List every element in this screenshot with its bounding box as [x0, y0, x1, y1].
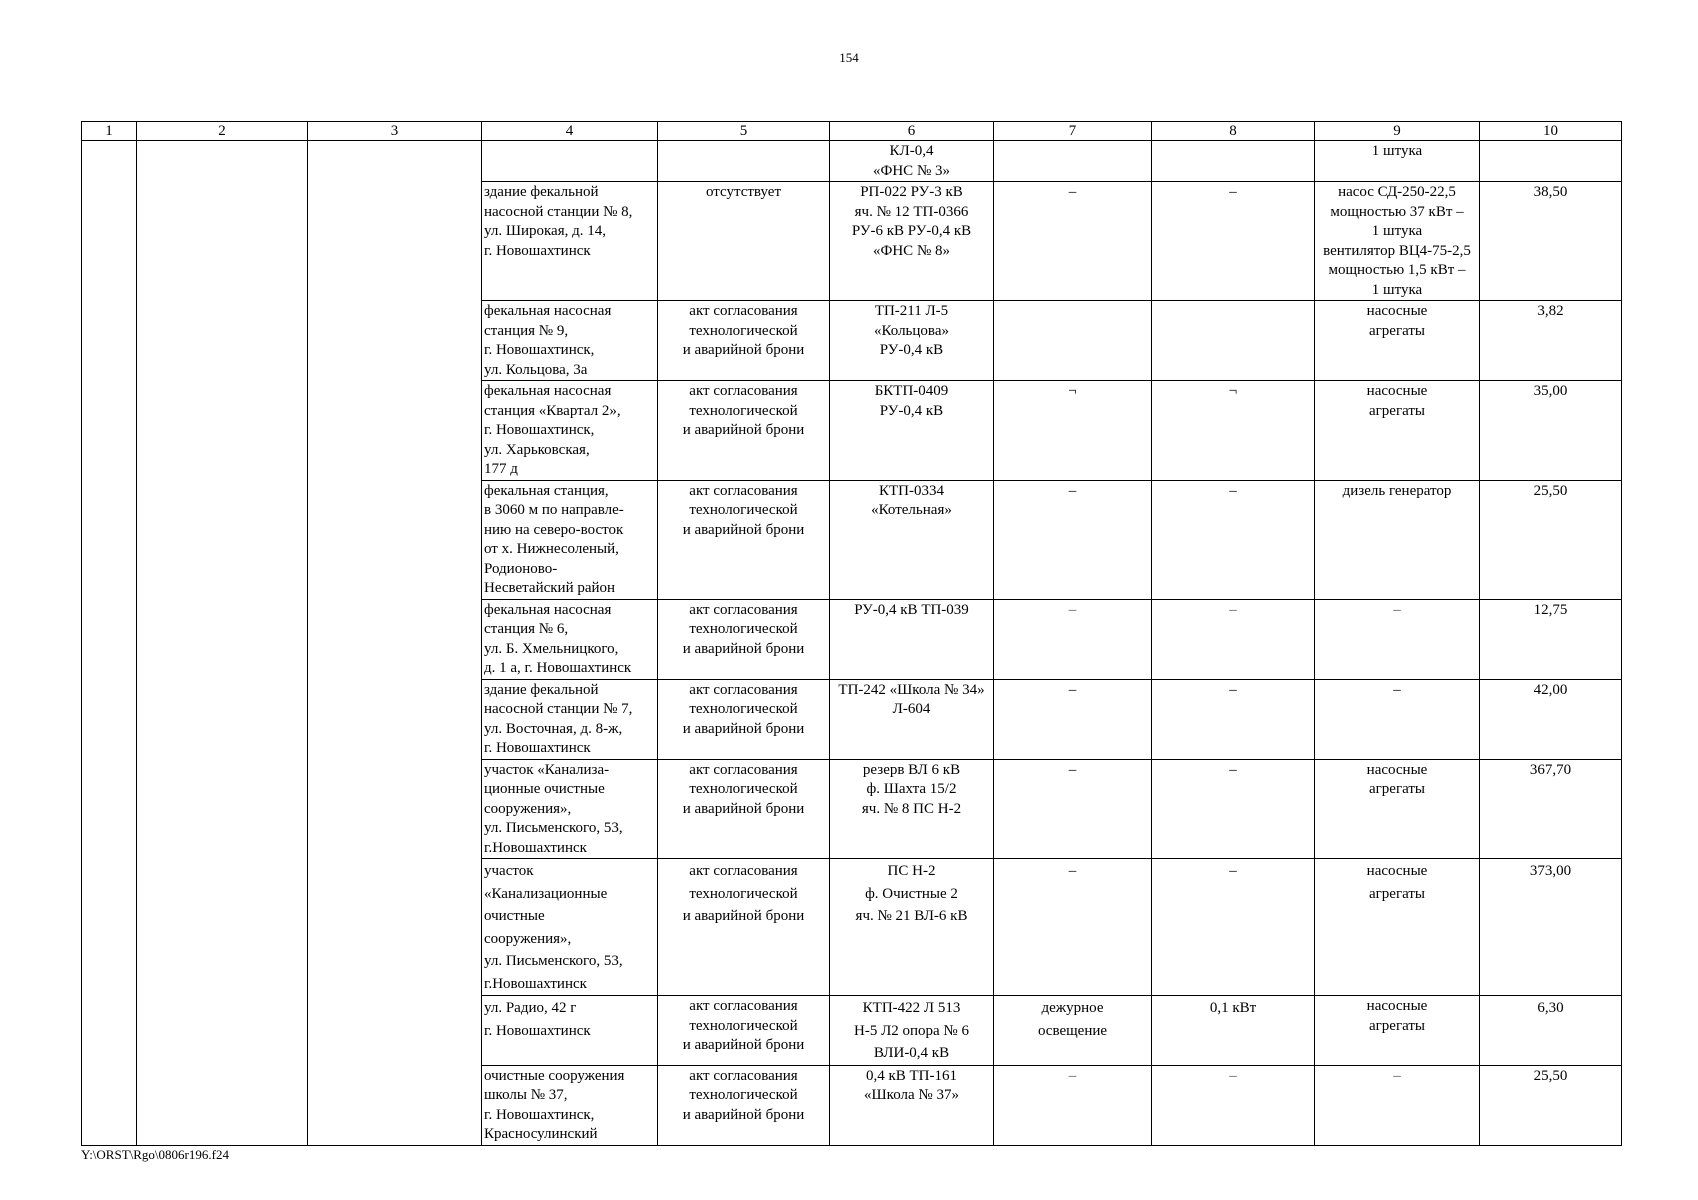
cell-equipment: насосные агрегаты — [1315, 859, 1480, 996]
cell-load: 367,70 — [1480, 759, 1622, 859]
cell-power-source: КЛ-0,4 «ФНС № 3» — [830, 141, 994, 182]
cell-col8 — [1152, 141, 1315, 182]
cell-col2 — [137, 141, 308, 1146]
column-header-1: 1 — [82, 122, 137, 141]
cell-col7: – — [994, 599, 1152, 679]
cell-power-source: РП-022 РУ-3 кВ яч. № 12 ТП-0366 РУ-6 кВ РУ-0,4 кВ «ФНС № 8» — [830, 182, 994, 301]
cell-col7: ¬ — [994, 381, 1152, 481]
column-header-10: 10 — [1480, 122, 1622, 141]
cell-power-source: ПС Н-2 ф. Очистные 2 яч. № 21 ВЛ-6 кВ — [830, 859, 994, 996]
cell-equipment: насосные агрегаты — [1315, 759, 1480, 859]
cell-object: фекальная насосная станция № 9, г. Новошахтинск, ул. Кольцова, 3а — [482, 301, 658, 381]
cell-object: участок «Канализационные очистные сооружения», ул. Письменского, 53, г.Новошахтинск — [482, 859, 658, 996]
cell-document — [658, 141, 830, 182]
cell-load: 25,50 — [1480, 1065, 1622, 1145]
cell-equipment: насосные агрегаты — [1315, 381, 1480, 481]
cell-object: фекальная насосная станция «Квартал 2», г. Новошахтинск, ул. Харьковская, 177 д — [482, 381, 658, 481]
table-header — [82, 122, 1622, 141]
column-header-8: 8 — [1152, 122, 1315, 141]
cell-object: фекальная насосная станция № 6, ул. Б. Хмельницкого, д. 1 а, г. Новошахтинск — [482, 599, 658, 679]
cell-load — [1480, 141, 1622, 182]
cell-equipment: – — [1315, 599, 1480, 679]
cell-document: акт согласования технологической и аварийной брони — [658, 1065, 830, 1145]
cell-col8: – — [1152, 182, 1315, 301]
cell-load: 35,00 — [1480, 381, 1622, 481]
column-header-4: 4 — [482, 122, 658, 141]
cell-col7: дежурное освещение — [994, 996, 1152, 1066]
cell-load: 38,50 — [1480, 182, 1622, 301]
cell-power-source: ТП-242 «Школа № 34» Л-604 — [830, 679, 994, 759]
cell-col7: – — [994, 679, 1152, 759]
cell-col7: – — [994, 859, 1152, 996]
column-header-2: 2 — [137, 122, 308, 141]
cell-equipment: 1 штука — [1315, 141, 1480, 182]
cell-col7 — [994, 141, 1152, 182]
table-row — [82, 141, 1622, 182]
cell-document: акт согласования технологической и аварийной брони — [658, 679, 830, 759]
cell-col8: 0,1 кВт — [1152, 996, 1315, 1066]
cell-col8: – — [1152, 1065, 1315, 1145]
cell-load: 3,82 — [1480, 301, 1622, 381]
cell-equipment: насос СД-250-22,5 мощностью 37 кВт – 1 штука вентилятор ВЦ4-75-2,5 мощностью 1,5 кВт – 1 штука — [1315, 182, 1480, 301]
cell-power-source: РУ-0,4 кВ ТП-039 — [830, 599, 994, 679]
cell-power-source: КТП-422 Л 513 Н-5 Л2 опора № 6 ВЛИ-0,4 кВ — [830, 996, 994, 1066]
cell-col8: – — [1152, 599, 1315, 679]
cell-document: отсутствует — [658, 182, 830, 301]
cell-document: акт согласования технологической и аварийной брони — [658, 480, 830, 599]
cell-load: 25,50 — [1480, 480, 1622, 599]
column-header-3: 3 — [308, 122, 482, 141]
column-header-6: 6 — [830, 122, 994, 141]
cell-object: здание фекальной насосной станции № 7, ул. Восточная, д. 8-ж, г. Новошахтинск — [482, 679, 658, 759]
cell-object — [482, 141, 658, 182]
column-header-5: 5 — [658, 122, 830, 141]
cell-col1 — [82, 141, 137, 1146]
cell-load: 42,00 — [1480, 679, 1622, 759]
cell-document: акт согласования технологической и аварийной брони — [658, 301, 830, 381]
cell-power-source: 0,4 кВ ТП-161 «Школа № 37» — [830, 1065, 994, 1145]
cell-equipment: – — [1315, 679, 1480, 759]
cell-col7: – — [994, 759, 1152, 859]
cell-document: акт согласования технологической и аварийной брони — [658, 996, 830, 1066]
header-row — [82, 122, 1622, 141]
cell-col8: ¬ — [1152, 381, 1315, 481]
cell-load: 373,00 — [1480, 859, 1622, 996]
cell-equipment: насосные агрегаты — [1315, 301, 1480, 381]
cell-col7 — [994, 301, 1152, 381]
cell-col8: – — [1152, 480, 1315, 599]
cell-power-source: БКТП-0409 РУ-0,4 кВ — [830, 381, 994, 481]
cell-object: очистные сооружения школы № 37, г. Новошахтинск, Красносулинский — [482, 1065, 658, 1145]
cell-object: ул. Радио, 42 г г. Новошахтинск — [482, 996, 658, 1066]
cell-col8: – — [1152, 679, 1315, 759]
cell-equipment: – — [1315, 1065, 1480, 1145]
cell-object: участок «Канализа- ционные очистные сооружения», ул. Письменского, 53, г.Новошахтинск — [482, 759, 658, 859]
file-path-footer: Y:\ORST\Rgo\0806r196.f24 — [81, 1147, 229, 1162]
cell-object: фекальная станция, в 3060 м по направле- нию на северо-восток от х. Нижнесоленый, Родионово- Несветайский район — [482, 480, 658, 599]
cell-power-source: резерв ВЛ 6 кВ ф. Шахта 15/2 яч. № 8 ПС Н-2 — [830, 759, 994, 859]
cell-power-source: КТП-0334 «Котельная» — [830, 480, 994, 599]
cell-col8: – — [1152, 859, 1315, 996]
cell-load: 12,75 — [1480, 599, 1622, 679]
cell-document: акт согласования технологической и аварийной брони — [658, 381, 830, 481]
cell-load: 6,30 — [1480, 996, 1622, 1066]
cell-col7: – — [994, 480, 1152, 599]
data-table — [81, 121, 1622, 1146]
cell-document: акт согласования технологической и аварийной брони — [658, 859, 830, 996]
table-body — [82, 141, 1622, 1146]
column-header-7: 7 — [994, 122, 1152, 141]
cell-col3 — [308, 141, 482, 1146]
cell-power-source: ТП-211 Л-5 «Кольцова» РУ-0,4 кВ — [830, 301, 994, 381]
cell-document: акт согласования технологической и аварийной брони — [658, 599, 830, 679]
cell-col8: – — [1152, 759, 1315, 859]
cell-col7: – — [994, 1065, 1152, 1145]
cell-object: здание фекальной насосной станции № 8, ул. Широкая, д. 14, г. Новошахтинск — [482, 182, 658, 301]
cell-document: акт согласования технологической и аварийной брони — [658, 759, 830, 859]
cell-equipment: насосные агрегаты — [1315, 996, 1480, 1066]
cell-equipment: дизель генератор — [1315, 480, 1480, 599]
page-number: 154 — [839, 50, 859, 65]
column-header-9: 9 — [1315, 122, 1480, 141]
cell-col7: – — [994, 182, 1152, 301]
cell-col8 — [1152, 301, 1315, 381]
